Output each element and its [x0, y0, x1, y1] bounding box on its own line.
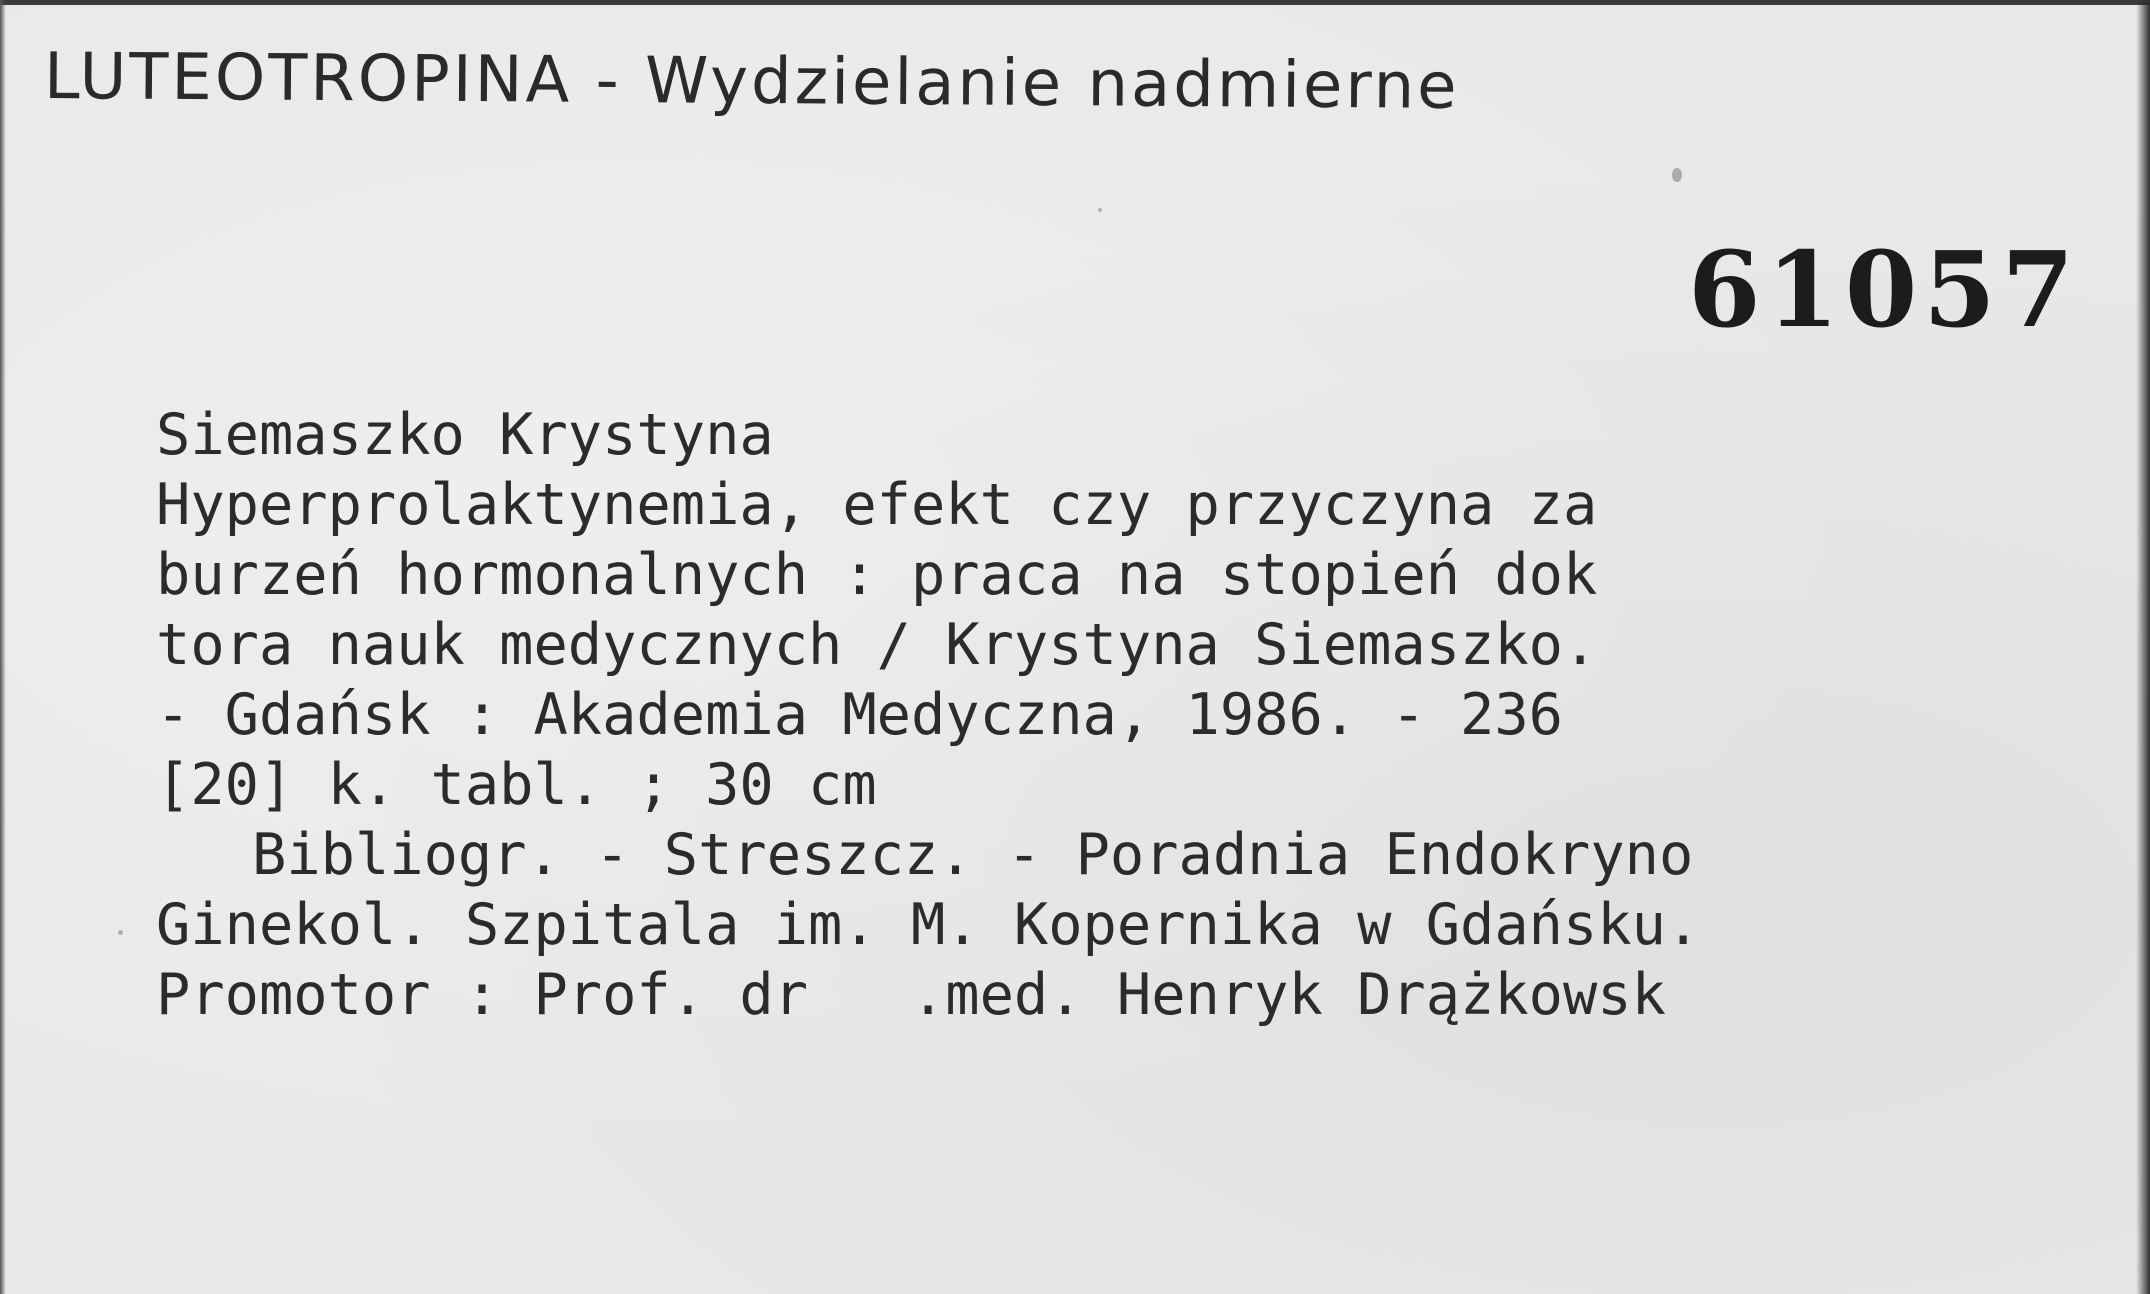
dust-speck — [1098, 208, 1102, 212]
card-number: 61057 — [1688, 228, 2080, 351]
card-top-edge — [0, 0, 2150, 5]
dust-speck — [118, 930, 123, 935]
title-line: Hyperprolaktynemia, efekt czy przyczyna za — [156, 472, 1598, 538]
author-line: Siemaszko Krystyna — [156, 402, 774, 468]
note-line: Ginekol. Szpitala im. M. Kopernika w Gdańsku. — [156, 892, 1701, 958]
card-left-edge — [0, 0, 6, 1294]
dust-speck — [1672, 168, 1682, 182]
title-line: burzeń hormonalnych : praca na stopień dok — [156, 542, 1598, 608]
imprint-line: - Gdańsk : Akademia Medyczna, 1986. - 236 — [156, 682, 1563, 748]
note-line: Bibliogr. - Streszcz. - Poradnia Endokryno — [252, 822, 1694, 888]
imprint-line: [20] k. tabl. ; 30 cm — [156, 752, 877, 818]
title-line: tora nauk medycznych / Krystyna Siemaszko. — [156, 612, 1598, 678]
subject-heading: LUTEOTROPINA - Wydzielanie nadmierne — [43, 40, 1460, 124]
bibliographic-entry — [156, 400, 2150, 1030]
note-line: Promotor : Prof. dr .med. Henryk Drążkowsk — [156, 962, 1666, 1028]
